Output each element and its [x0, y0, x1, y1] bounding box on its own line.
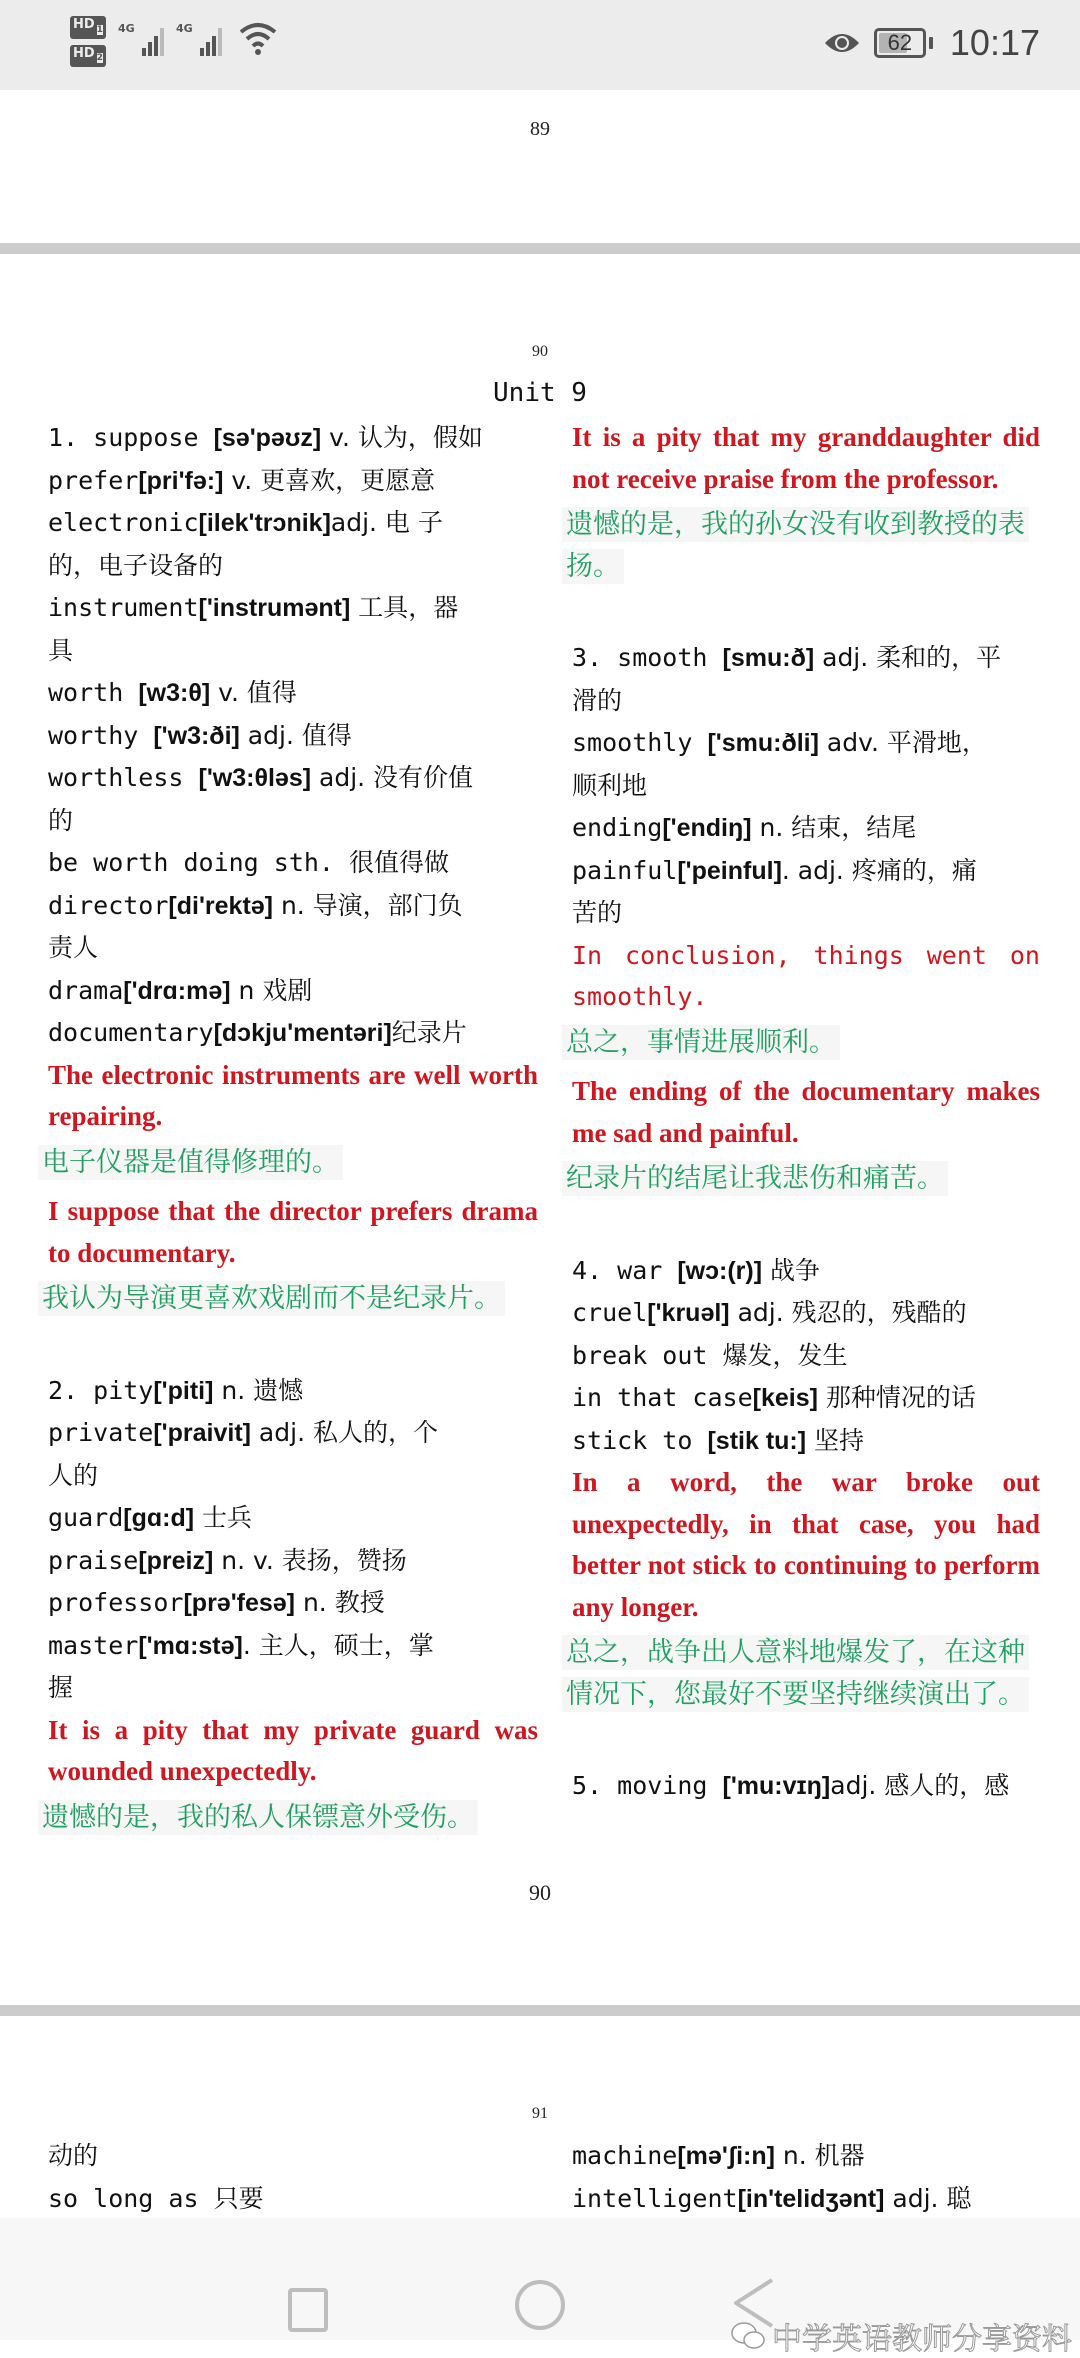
phonetic: ['drɑ:mə] — [123, 976, 231, 1005]
hd-icon: HD $_1$ — [70, 16, 106, 39]
example-sentence: In conclusion, things went on smoothly. — [572, 940, 1040, 1011]
example-sentence: The ending of the documentary makes me sad and painful. — [572, 1076, 1040, 1148]
status-bar — [0, 0, 1080, 90]
vocab-line — [572, 1765, 1040, 1808]
vocab-word: guard — [48, 1503, 124, 1532]
vocab-word: stick to — [572, 1425, 708, 1455]
translation-block — [562, 1022, 1040, 1064]
vocab-line — [48, 800, 538, 843]
definition: 的，电子设备的 — [48, 550, 224, 580]
definition: 工具，器 — [350, 593, 459, 622]
vocab-word: 3. smooth — [572, 643, 723, 672]
phonetic: ['mɑ:stə] — [138, 1631, 243, 1660]
example-sentence: The electronic instruments are well worth repairing. — [48, 1059, 538, 1131]
vocab-line — [572, 765, 1040, 808]
example-sentence: It is a pity that my granddaughter did not receive praise from the professor. — [572, 422, 1040, 494]
vocab-word: so long as — [48, 2183, 214, 2213]
phonetic: [sə'pəʊz] — [213, 424, 322, 452]
page-number: 90 — [529, 1880, 551, 1905]
spacer — [572, 595, 1040, 637]
definition: 顺利地 — [572, 770, 648, 800]
vocab-word: 4. war — [572, 1255, 678, 1285]
status-right — [824, 22, 1040, 64]
phonetic: [mə'ʃi:n] — [677, 2142, 775, 2170]
phonetic: [di'rektə] — [168, 891, 273, 920]
definition: n. 遗憾 — [213, 1375, 304, 1405]
translation-block — [562, 1158, 1040, 1200]
example-sentence: In a word, the war broke out unexpectedly, in that case, you had better not stick to continuing to perform any longer. — [572, 1467, 1040, 1622]
signal-icon: 4G — [180, 16, 222, 56]
wechat-icon — [730, 2320, 766, 2352]
translation-block — [38, 1797, 538, 1839]
definition: 人的 — [48, 1460, 99, 1490]
definition: adj. 残忍的，残酷的 — [729, 1298, 967, 1327]
vocab-word: machine — [572, 2141, 678, 2170]
vocab-line — [48, 417, 538, 460]
phonetic: ['smu:ðli] — [707, 729, 819, 757]
vocab-line — [48, 885, 538, 928]
vocab-word: worthless — [48, 763, 199, 792]
vocab-word: 2. pity — [48, 1375, 154, 1405]
definition: adj. 私人的，个 — [250, 1418, 438, 1447]
vocab-line — [48, 1412, 538, 1455]
vocab-line — [48, 1455, 538, 1498]
phonetic: ['instrumənt] — [198, 594, 351, 622]
phonetic: [in'telidʒənt] — [737, 2184, 885, 2213]
example-translation: 纪录片的结尾让我悲伤和痛苦。 — [562, 1161, 948, 1196]
vocab-line — [48, 842, 538, 885]
status-left — [70, 16, 278, 67]
vocab-word: instrument — [48, 593, 199, 622]
vocab-line — [48, 587, 538, 630]
vocab-word: break out — [572, 1340, 723, 1370]
phonetic: ['piti] — [153, 1376, 214, 1405]
translation-block — [38, 1278, 538, 1320]
definition: adv. 平滑地， — [818, 728, 987, 757]
vocab-line — [572, 892, 1040, 935]
vocab-line — [572, 1377, 1040, 1420]
vocab-word: in that case — [572, 1383, 753, 1412]
vocab-word: 1. suppose — [48, 423, 214, 452]
vocab-word: smoothly — [572, 728, 708, 757]
vocab-line — [572, 850, 1040, 893]
example-translation: 电子仪器是值得修理的。 — [38, 1145, 343, 1180]
translation-block — [38, 1142, 538, 1184]
vocab-word: praise — [48, 1545, 139, 1575]
page-number: 90 — [532, 343, 548, 360]
definition: v. 值得 — [210, 678, 297, 707]
wifi-icon — [238, 20, 278, 56]
right-column — [566, 417, 1040, 1808]
watermark — [730, 2314, 1072, 2358]
phonetic: ['endiŋ] — [662, 814, 752, 842]
example-translation: 总之，战争出人意料地爆发了，在这种情况下，您最好不要坚持继续演出了。 — [562, 1635, 1029, 1712]
vocab-word: be worth doing sth. — [48, 848, 350, 877]
definition: adj. 聪 — [884, 2183, 972, 2213]
definition: 士兵 — [194, 1503, 253, 1532]
vocab-line — [48, 927, 538, 970]
spacer — [572, 1723, 1040, 1765]
vocab-line — [48, 1540, 538, 1583]
phonetic: [pri'fə:] — [138, 466, 224, 495]
page-separator[interactable] — [0, 243, 1080, 254]
definition: n. 导演，部门负 — [273, 890, 463, 920]
home-button[interactable] — [515, 2280, 565, 2330]
example-translation: 我认为导演更喜欢戏剧而不是纪录片。 — [38, 1281, 505, 1316]
example-sentence: I suppose that the director prefers drama to documentary. — [48, 1196, 538, 1268]
page-separator[interactable] — [0, 2005, 1080, 2016]
signal-icon: 4G — [122, 16, 164, 56]
vocab-word: prefer — [48, 465, 139, 495]
phonetic: [smu:ð] — [722, 644, 815, 672]
vocab-line — [572, 637, 1040, 680]
vocab-word: drama — [48, 975, 124, 1005]
vocab-line — [572, 1335, 1040, 1378]
hd-icon: HD $_2$ — [70, 45, 106, 68]
spacer — [572, 1208, 1040, 1250]
vocab-line — [48, 630, 538, 673]
translation-block — [562, 504, 1040, 587]
example-sentence: It is a pity that my private guard was wounded unexpectedly. — [48, 1714, 538, 1786]
example-translation: 遗憾的是，我的孙女没有收到教授的表扬。 — [562, 507, 1029, 584]
battery-icon — [874, 28, 926, 58]
vocab-line — [572, 2178, 1040, 2221]
definition: 只要 — [213, 2183, 264, 2213]
vocab-line — [48, 1582, 538, 1625]
definition: 坚持 — [806, 1425, 865, 1455]
phonetic: ['kruəl] — [647, 1299, 730, 1327]
page91-left-column — [48, 2135, 538, 2220]
vocab-line — [48, 757, 538, 800]
navigation-bar — [0, 2218, 1080, 2357]
vocab-word: director — [48, 890, 169, 920]
phonetic: [prə'fesə] — [183, 1589, 296, 1617]
definition: 具 — [48, 635, 74, 665]
page-number: 91 — [532, 2105, 548, 2122]
definition: adj. 柔和的，平 — [814, 643, 1002, 672]
watermark-text: 中学英语教师分享资料 — [772, 2322, 1072, 2357]
definition: 的 — [48, 805, 74, 835]
definition: n. 教授 — [295, 1588, 385, 1617]
vocab-line — [48, 672, 538, 715]
vocab-word: cruel — [572, 1298, 648, 1327]
battery-percent: 62 — [887, 30, 913, 55]
phonetic: [keis] — [752, 1384, 818, 1412]
hd-indicators — [70, 16, 106, 67]
vocab-line — [48, 970, 538, 1013]
vocab-line — [48, 1497, 538, 1540]
vocab-line — [572, 807, 1040, 850]
vocab-line — [48, 1012, 538, 1055]
vocab-line — [48, 1667, 538, 1710]
phonetic: [wɔ:(r)] — [677, 1256, 763, 1285]
vocab-word: ending — [572, 813, 663, 842]
vocab-line — [572, 722, 1040, 765]
definition: 滑的 — [572, 685, 623, 715]
definition: v. 更喜欢，更愿意 — [223, 465, 436, 495]
definition: 很值得做 — [349, 848, 450, 877]
definition: 握 — [48, 1673, 74, 1702]
definition: adj. 没有价值 — [311, 763, 474, 792]
definition: . adj. 疼痛的，痛 — [781, 855, 977, 885]
vocab-line — [572, 1420, 1040, 1463]
spacer — [48, 1328, 538, 1370]
vocab-line — [48, 545, 538, 588]
phonetic: ['praivit] — [153, 1419, 251, 1447]
unit-title: Unit 9 — [493, 378, 587, 408]
vocab-line — [48, 1625, 538, 1668]
phonetic: [gɑ:d] — [123, 1504, 195, 1532]
vocab-word: intelligent — [572, 2183, 738, 2213]
definition: adj. 电 子 — [330, 508, 443, 537]
vocab-word: master — [48, 1630, 139, 1660]
page-number: 89 — [530, 118, 550, 140]
page91-right-column — [572, 2135, 1040, 2220]
vocab-word: worth — [48, 678, 139, 707]
vocab-word: documentary — [48, 1018, 214, 1047]
vocab-line — [48, 2178, 538, 2221]
definition: 纪录片 — [391, 1018, 467, 1047]
phonetic: ['w3:ði] — [153, 721, 240, 750]
phonetic: [stik tu:] — [707, 1426, 807, 1455]
definition: n. 结束，结尾 — [751, 813, 917, 842]
definition: n 戏剧 — [230, 975, 313, 1005]
phonetic: ['mu:vɪŋ] — [722, 1772, 831, 1800]
definition: 战争 — [762, 1255, 821, 1285]
vocab-line — [48, 2135, 538, 2178]
vocab-word: electronic — [48, 508, 199, 537]
definition: 责人 — [48, 933, 99, 962]
recent-apps-button[interactable] — [288, 2288, 328, 2332]
example-translation: 总之，事情进展顺利。 — [562, 1025, 840, 1060]
phonetic: ['peinful] — [677, 856, 782, 885]
definition: 那种情况的话 — [817, 1383, 976, 1412]
left-column — [42, 417, 538, 1846]
vocab-word: worthy — [48, 720, 154, 750]
eye-comfort-icon — [824, 31, 860, 55]
vocab-line — [48, 460, 538, 503]
definition: n. v. 表扬，赞扬 — [213, 1545, 407, 1575]
definition: . 主人，硕士，掌 — [242, 1630, 434, 1660]
phonetic: [ilek'trɔnik] — [198, 509, 331, 537]
definition: adj. 值得 — [239, 720, 352, 750]
vocab-word: painful — [572, 855, 678, 885]
definition: 动的 — [48, 2141, 99, 2170]
vocab-line — [572, 1250, 1040, 1293]
vocab-line — [572, 1292, 1040, 1335]
vocab-word: private — [48, 1418, 154, 1447]
phonetic: [dɔkju'mentəri] — [213, 1019, 392, 1047]
translation-block — [562, 1632, 1040, 1715]
vocab-line — [48, 502, 538, 545]
vocab-line — [48, 715, 538, 758]
vocab-line — [572, 2135, 1040, 2178]
definition: n. 机器 — [774, 2141, 865, 2170]
definition: 苦的 — [572, 898, 623, 927]
phonetic: ['w3:θləs] — [198, 764, 312, 792]
vocab-word: professor — [48, 1588, 184, 1617]
definition: 爆发，发生 — [722, 1340, 848, 1370]
definition: adj. 感人的，感 — [830, 1771, 1010, 1800]
example-translation: 遗憾的是，我的私人保镖意外受伤。 — [38, 1800, 478, 1835]
vocab-word: 5. moving — [572, 1771, 723, 1800]
clock: 10:17 — [949, 22, 1040, 63]
phonetic: [preiz] — [138, 1546, 214, 1575]
definition: v. 认为，假如 — [321, 423, 483, 452]
vocab-line — [48, 1370, 538, 1413]
vocab-line — [572, 680, 1040, 723]
phonetic: [w3:θ] — [138, 679, 211, 707]
